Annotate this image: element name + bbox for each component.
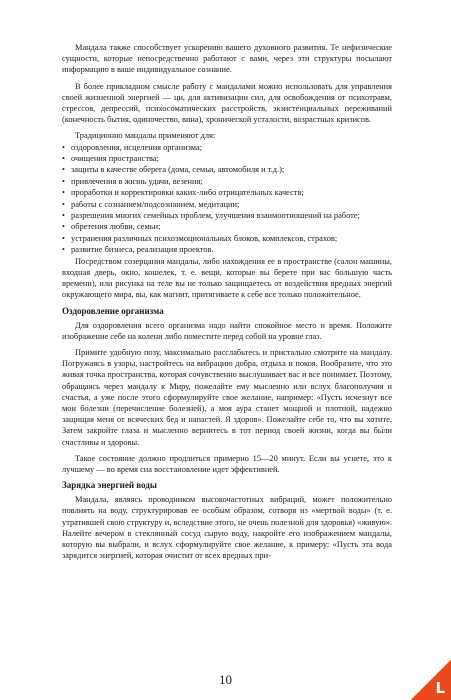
paragraph: Мандала также способствует ускорению вашего духовного развития. Те нефизические сущности, которые непосредственно работают с вами, через эти структуры посылают информацию в ваше индивидуальное сознание. bbox=[62, 43, 392, 75]
section-heading: Оздоровление организма bbox=[62, 305, 164, 316]
list-item: • развитие бизнеса, реализация проектов. bbox=[62, 244, 392, 255]
page-number: 10 bbox=[219, 672, 232, 687]
paragraph: Примите удобную позу, максимально расслабьтесь и пристально смотрите на мандалу. Погружаясь в узоры, настройтесь на вибрацию добра, отдыха и покоя. Вообразите, что это живая точка пространства, которая сочувственно выслушивает вас и все понимает. Поэтому, обращаясь через мандалу к Миру, пожелайте ему мысленно или вслух благополучия и счастья, а уже после этого сформулируйте свое желание, например: «Пусть исчезнут все мои болезни (перечисление болезней), а моя аура станет мощной и плотной, надежно защищая меня от всяческих бед и напастей. Я здоров». Пожелайте себе то, что вы хотите. Затем закройте глаза и мысленно вернитесь в тот период своей жизни, когда вы были счастливы и здоровы. bbox=[62, 347, 392, 447]
page-body bbox=[62, 42, 392, 561]
list-item: • защиты в качестве оберега (дома, семьи, автомобиля и т.д.); bbox=[62, 164, 392, 175]
list-item: • оздоровления, исцеления организма; bbox=[62, 142, 392, 153]
list-item: • работы с сознанием/подсознанием, медитации; bbox=[62, 199, 392, 210]
list-item: • обретения любви, семьи; bbox=[62, 221, 392, 232]
list-item: • разрешения многих семейных проблем, улучшения взаимоотношений на работе; bbox=[62, 210, 392, 221]
paragraph: Для оздоровления всего организма надо найти спокойное место и время. Положите изображение себе на колени либо поместите перед собой на уровне глаз. bbox=[62, 320, 392, 341]
paragraph: Посредством созерцания мандалы, либо нахождения ее в пространстве (салон машины, входная дверь, окно, кошелек, т. е. вещи, которые вы берете при вас большую часть времени), или рисунка на теле вы не только защищаетесь от воздействия вредных энергий окружающего мира, вы, как магнит, притягиваете к себе все только положительное. bbox=[62, 256, 392, 300]
section-heading: Зарядка энергией воды bbox=[62, 480, 157, 491]
list-item: • очищения пространства; bbox=[62, 153, 392, 164]
paragraph: Традиционно мандалы применяют для: bbox=[75, 131, 216, 141]
paragraph: В более прикладном смысле работу с мандалами можно использовать для управления своей жизненной энергией — ци, для активизации сил, для освобождения от психотравм, стрессов, депрессий, психосоматических расстройств, экзистенциальных переживаний (конечность бытия, одиночество, вина), хронической усталости, возрастных кризисов. bbox=[62, 81, 392, 125]
publisher-logo bbox=[411, 660, 451, 700]
paragraph: Мандала, являясь проводником высокочастотных вибраций, может положительно повлиять на воду, структурировав ее особым образом, сотворя из «мертвой воды» (т. е. утратившей свою структуру и, вследствие этого, не очень полезной для здоровья) «живую». Налейте вечером в стеклянный сосуд сырую воду, накройте его изображением мандалы, которую вы выбрали, и вслух сформулируйте свое желание, к примеру: «Пусть эта вода зарядится энергией, которая очистит от всех вредных при- bbox=[62, 495, 392, 561]
paragraph: Такое состояние должно продлиться примерно 15—20 минут. Если вы уснете, это к лучшему — во время сна восстановление идет эффективней. bbox=[62, 453, 392, 474]
list-item: • привлечения в жизнь удачи, везения; bbox=[62, 176, 392, 187]
publisher-corner-logo-icon: L bbox=[435, 679, 445, 697]
list-item: • устранения различных психоэмоциональных блоков, комплексов, страхов; bbox=[62, 233, 392, 244]
bullet-list bbox=[62, 142, 392, 256]
list-item: • проработки и корректировки каких-либо отрицательных качеств; bbox=[62, 187, 392, 198]
